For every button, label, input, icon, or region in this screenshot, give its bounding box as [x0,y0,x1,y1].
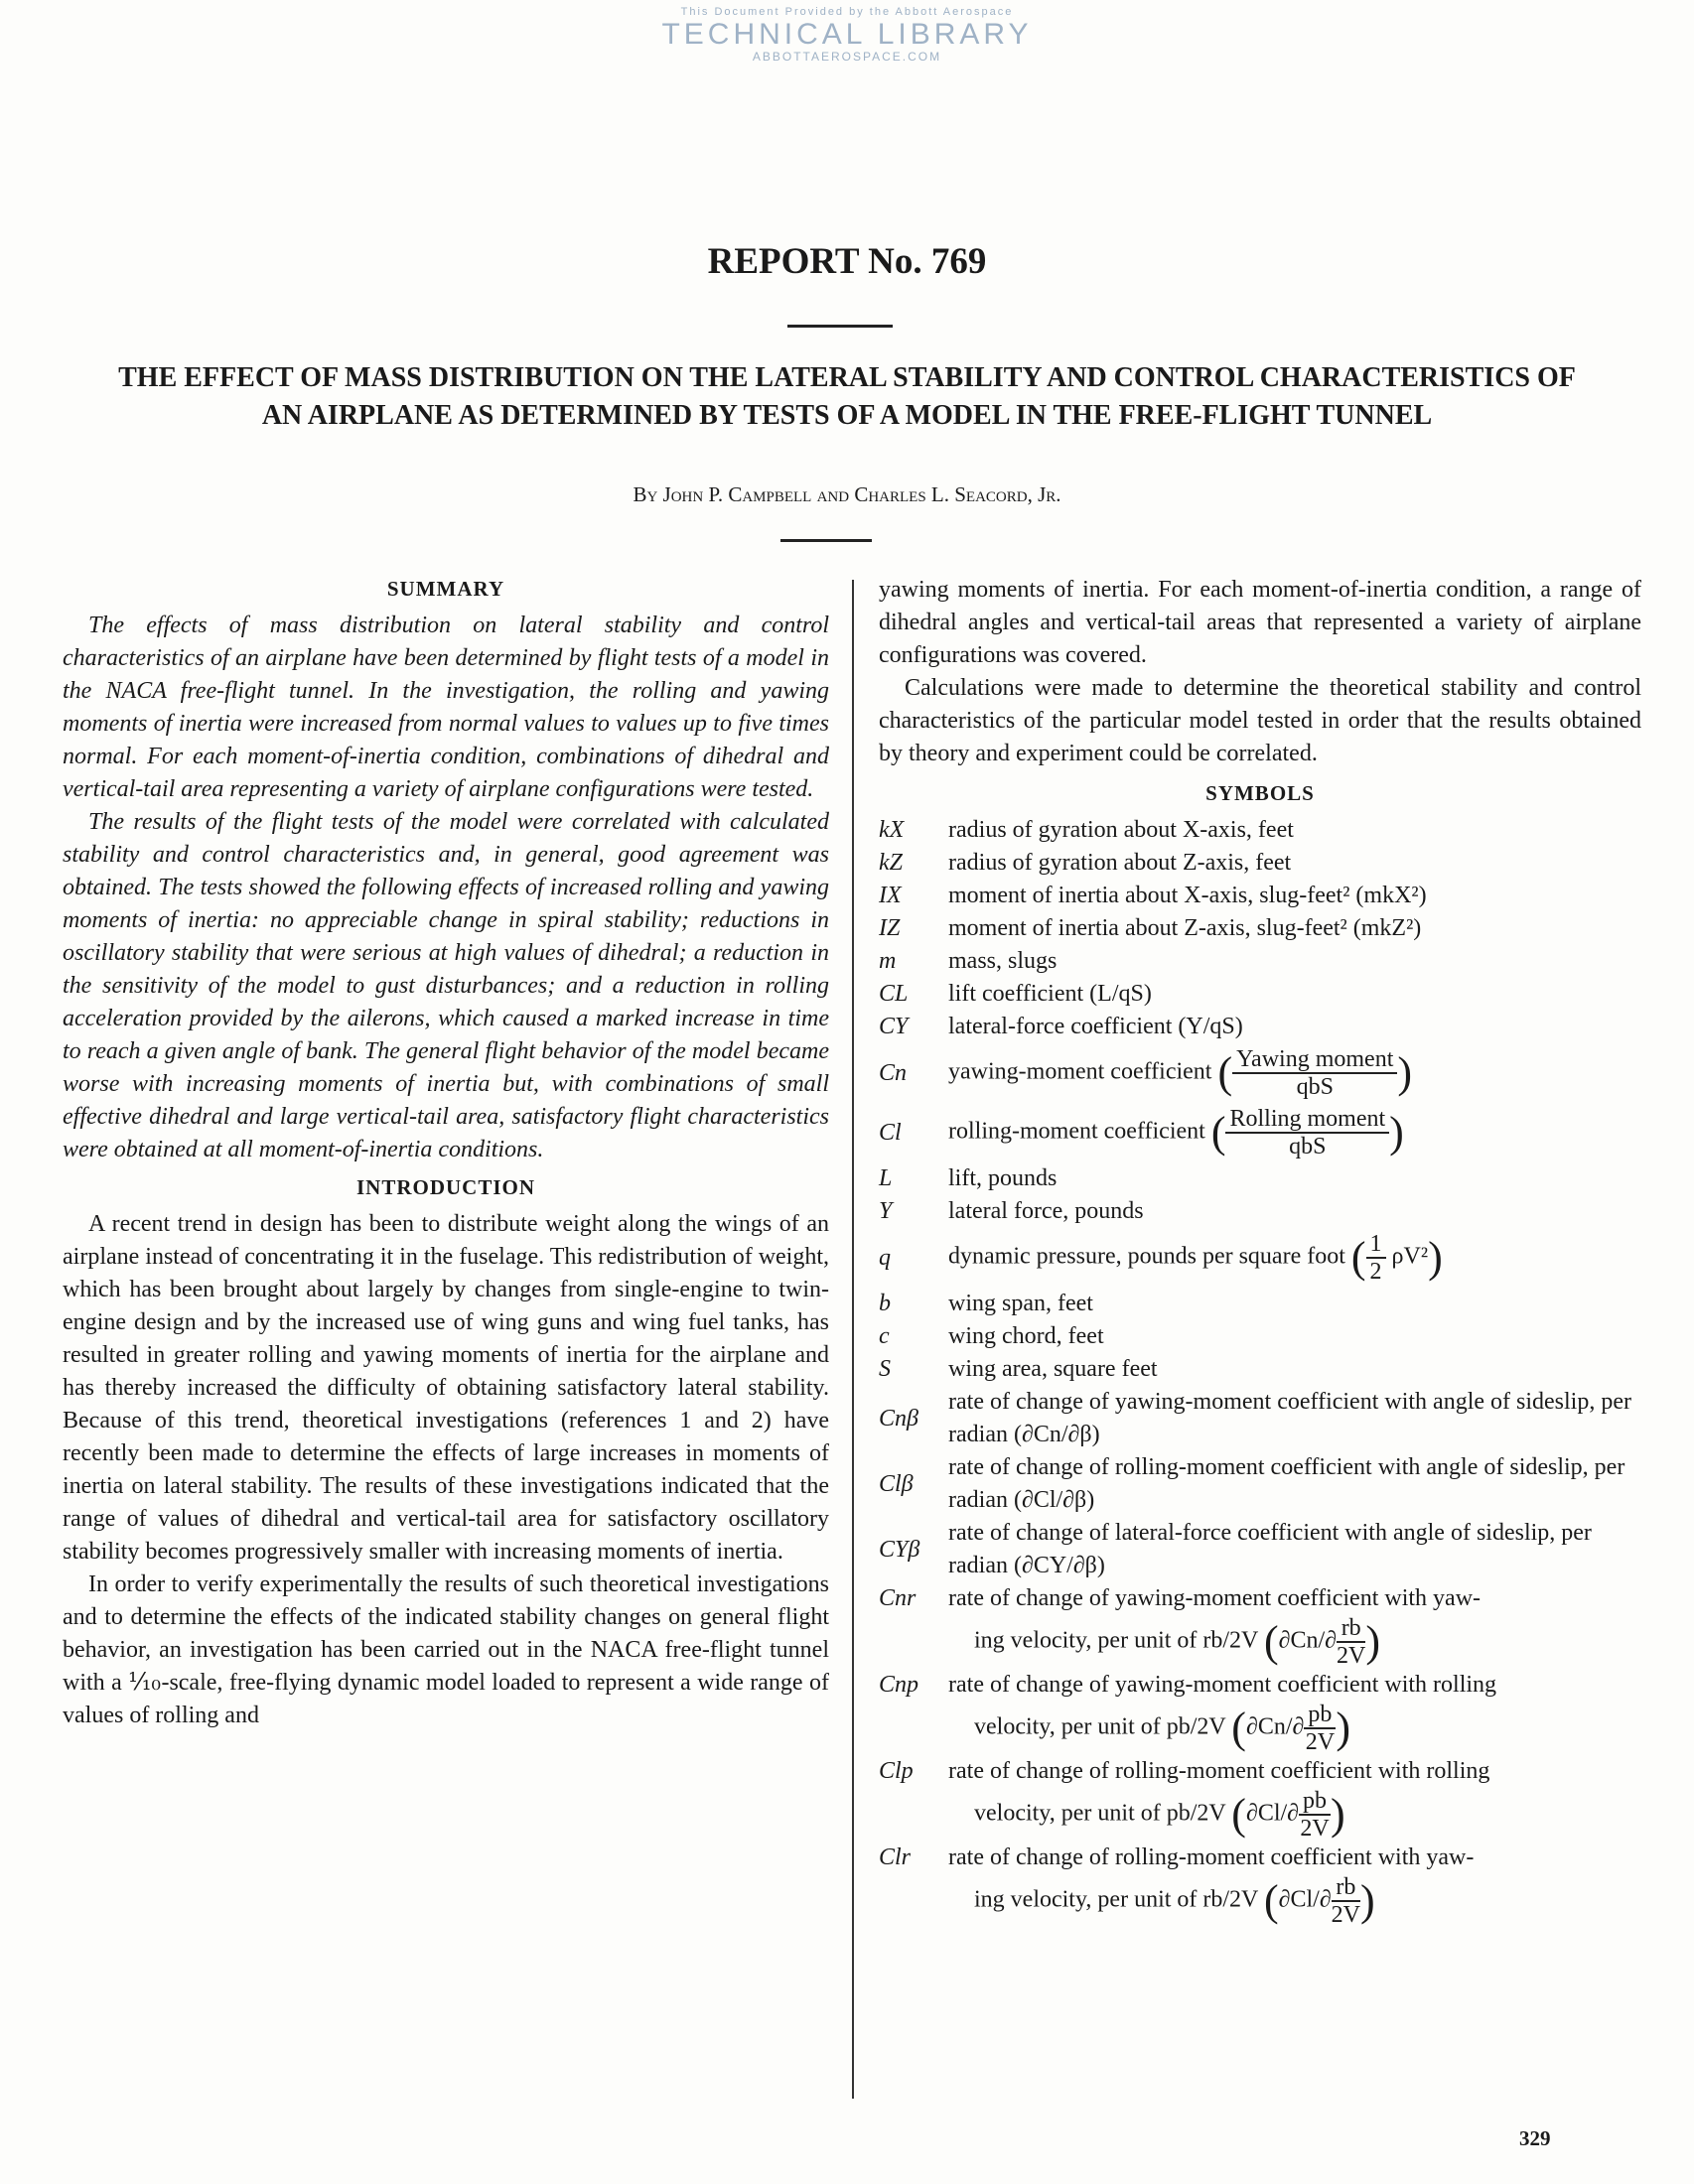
symbol-description [948,1582,1641,1669]
formula-tail: ρV² [1385,1243,1429,1270]
paren-open: ( [1231,1704,1246,1752]
watermark-top: This Document Provided by the Abbott Aerospace [680,6,1014,18]
symbol-description: radius of gyration about Z-axis, feet [948,850,1292,876]
symbol-row [879,978,1641,1011]
symbol-description: lift coefficient (L/qS) [948,981,1152,1007]
formula: ∂Cn/∂ [1245,1713,1305,1740]
symbol: IZ [879,915,901,941]
symbol-description: radius of gyration about X-axis, feet [948,817,1294,843]
symbols-list [879,814,1641,1928]
symbol-description: moment of inertia about X-axis, slug-feet² (mkX²) [948,883,1427,908]
intro-paragraph: A recent trend in design has been to distribute weight along the wings of an airplane instead of concentrating it in the fuselage. This redistribution of weight, which has been brought about largely by changes from single-engine to twin-engine design and by the increased use of wing guns and wing fuel tanks, has resulted in greater rolling and yawing moments of inertia for the airplane and has thereby increased the difficulty of obtaining satisfactory lateral stability. Because of this trend, theoretical investigations (references 1 and 2) have recently been made to determine the effects of large increases in moments of inertia on lateral stability. The results of these investigations indicated that the range of values of dihedral and vertical-tail area for satisfactory oscillatory stability becomes progressively smaller with increasing moments of inertia. [63,1211,830,1565]
symbols-heading: SYMBOLS [1205,781,1315,805]
symbol: CYβ [879,1536,920,1563]
symbol-row [879,1582,1641,1669]
symbol: Y [879,1198,893,1224]
symbol-description [948,1755,1641,1842]
intro-paragraph: Calculations were made to determine the theoretical stability and control characteristics of the particular model tested in order that the results obtained by theory and experiment could be correlated. [879,675,1641,766]
fraction [1299,1788,1331,1842]
description-text: rolling-moment coefficient [948,1118,1211,1145]
symbol-row [879,1195,1641,1228]
symbol-row [879,1103,1641,1162]
fraction [1332,1874,1360,1928]
symbol-row [879,945,1641,978]
description-line: rate of change of rolling-moment coefficient with yaw- [948,1844,1475,1870]
symbol-row [879,1842,1641,1928]
symbol-description: rate of change of lateral-force coefficient with angle of sideslip, per radian (∂CY/∂β) [948,1520,1592,1578]
symbol: kZ [879,850,903,876]
symbol-description [948,1231,1641,1285]
symbol-row [879,1386,1641,1451]
fraction [1337,1615,1365,1669]
symbol-row [879,814,1641,847]
divider [787,325,893,328]
paren-open: ( [1350,1233,1366,1282]
fraction [1366,1231,1386,1285]
fraction-denominator: 2V [1337,1643,1366,1669]
symbol-description: lateral force, pounds [948,1198,1144,1224]
paren-open: ( [1210,1108,1226,1157]
symbol-description: rate of change of rolling-moment coefficient with angle of sideslip, per radian (∂Cl/∂β) [948,1454,1625,1513]
symbol-row [879,1353,1641,1386]
symbol-row [879,1517,1641,1582]
fraction-numerator: Yawing moment [1232,1046,1397,1074]
symbol: q [879,1244,891,1271]
symbol: S [879,1356,891,1382]
description-line [948,1874,1641,1928]
symbol-description: lift, pounds [948,1165,1058,1191]
fraction-denominator: qbS [1296,1074,1334,1100]
watermark [0,6,1694,64]
paren-open: ( [1263,1617,1279,1666]
watermark-main: TECHNICAL LIBRARY [661,18,1033,51]
symbol: Cn [879,1059,908,1086]
column-divider [852,580,854,2099]
paren-close: ) [1360,1876,1375,1925]
paren-open: ( [1263,1876,1279,1925]
symbol-description: wing area, square feet [948,1356,1158,1382]
watermark-url: ABBOTTAEROSPACE.COM [752,50,942,64]
symbol-row [879,1011,1641,1043]
symbol-row [879,1755,1641,1842]
description-line: rate of change of rolling-moment coefficient with rolling [948,1758,1490,1784]
symbol: CY [879,1014,909,1039]
symbol: Cnr [879,1585,917,1611]
description-text: yawing-moment coefficient [948,1058,1218,1085]
formula: ∂Cn/∂ [1278,1627,1338,1654]
divider [780,539,872,542]
symbol: m [879,948,897,974]
paren-close: ) [1336,1704,1351,1752]
symbol: CL [879,981,909,1007]
fraction-denominator: 2V [1300,1816,1330,1842]
symbol-row [879,1669,1641,1755]
symbol-description: mass, slugs [948,948,1058,974]
summary-paragraph: The results of the flight tests of the model were correlated with calculated stability and control characteristics and, in general, good agreement was obtained. The tests showed the following effects of increased rolling and yawing moments of inertia: no appreciable change in spiral stability; reductions in oscillatory stability that were serious at high values of dihedral; a reduction in the sensitivity of the model to gust disturbances; and a reduction in rolling acceleration provided by the ailerons, which caused a marked increase in time to reach a given angle of bank. The general flight behavior of the model became worse with increasing moments of inertia but, with combinations of small effective dihedral and large vertical-tail area, satisfactory flight characteristics were obtained at all moment-of-inertia conditions. [63,809,829,1162]
symbol-row [879,912,1641,945]
symbol-row [879,1043,1641,1103]
fraction-numerator: rb [1332,1874,1360,1902]
fraction-denominator: qbS [1289,1134,1327,1160]
fraction-numerator: rb [1337,1615,1365,1643]
symbol-description: lateral-force coefficient (Y/qS) [948,1014,1243,1039]
fraction-numerator: pb [1304,1702,1336,1729]
description-line [948,1788,1641,1842]
paren-close: ) [1365,1617,1381,1666]
symbol-row [879,1288,1641,1320]
page-number: 329 [1519,2126,1551,2150]
symbol: kX [879,817,905,843]
symbol-row [879,880,1641,912]
symbol: Cl [879,1119,902,1146]
paren-open: ( [1217,1048,1233,1097]
paren-close: ) [1389,1108,1404,1157]
symbol-row [879,847,1641,880]
summary-heading: SUMMARY [386,577,505,601]
paren-open: ( [1231,1790,1246,1839]
paren-close: ) [1331,1790,1345,1839]
fraction-denominator: 2V [1305,1729,1336,1755]
symbol: Clr [879,1844,912,1870]
symbol-description [948,1842,1641,1928]
symbol-description: rate of change of yawing-moment coefficient with angle of sideslip, per radian (∂Cn/∂β) [948,1389,1631,1447]
symbol: b [879,1291,891,1316]
symbol: c [879,1323,890,1349]
paper-title: THE EFFECT OF MASS DISTRIBUTION ON THE LATERAL STABILITY AND CONTROL CHARACTERISTICS OF AN AIRPLANE AS DETERMINED BY TESTS OF A MODEL IN THE FREE-FLIGHT TUNNEL [118,362,1576,431]
intro-paragraph-continued: yawing moments of inertia. For each moment-of-inertia condition, a range of dihedral angles and vertical-tail areas that represented a variety of airplane configurations was covered. [879,577,1641,668]
fraction [1304,1702,1336,1755]
fraction [1225,1106,1389,1160]
introduction-heading: INTRODUCTION [355,1175,536,1199]
symbol-row [879,1451,1641,1517]
symbol-description: wing chord, feet [948,1323,1104,1349]
paren-close: ) [1428,1233,1443,1282]
symbol-row [879,1320,1641,1353]
fraction-numerator: 1 [1366,1231,1386,1259]
symbol-description [948,1106,1641,1160]
symbol-description [948,1046,1641,1100]
description-line [948,1615,1641,1669]
formula: ∂Cl/∂ [1245,1800,1300,1827]
description-text: ing velocity, per unit of rb/2V [974,1627,1264,1654]
symbol-description [948,1669,1641,1755]
symbol-description: moment of inertia about Z-axis, slug-feet² (mkZ²) [948,915,1422,941]
description-text: velocity, per unit of pb/2V [974,1713,1232,1740]
fraction-denominator: 2 [1369,1259,1382,1285]
intro-paragraph: In order to verify experimentally the results of such theoretical investigations and to determine the effects of the indicated stability changes on general flight behavior, an investigation has been carried out in the NACA free-flight tunnel with a ⅒-scale, free-flying dynamic model loaded to represent a wide range of values of rolling and [63,1571,829,1728]
symbol-description: wing span, feet [948,1291,1093,1316]
description-text: dynamic pressure, pounds per square foot [948,1243,1351,1270]
description-line [948,1702,1641,1755]
symbol: Cnp [879,1672,919,1698]
symbol: Clβ [879,1470,914,1497]
symbol-row [879,1162,1641,1195]
symbol: L [879,1165,893,1191]
description-line: rate of change of yawing-moment coefficient with rolling [948,1672,1497,1698]
symbol: IX [879,883,902,908]
paren-close: ) [1397,1048,1413,1097]
description-text: ing velocity, per unit of rb/2V [974,1886,1264,1913]
summary-paragraph: The effects of mass distribution on lateral stability and control characteristics of an airplane have been determined by flight tests of a model in the NACA free-flight tunnel. In the investigation, the rolling and yawing moments of inertia were increased from normal values to values up to five times normal. For each moment-of-inertia condition, combinations of dihedral and vertical-tail area representing a variety of airplane configurations were tested. [63,613,829,802]
fraction-numerator: Rolling moment [1225,1106,1389,1134]
description-text: velocity, per unit of pb/2V [974,1800,1232,1827]
fraction [1232,1046,1397,1100]
report-number: REPORT No. 769 [707,241,987,282]
byline: By John P. Campbell and Charles L. Seacord, Jr. [633,482,1061,506]
fraction-denominator: 2V [1331,1902,1361,1928]
formula: ∂Cl/∂ [1278,1886,1332,1913]
fraction-numerator: pb [1299,1788,1331,1816]
symbol: Clp [879,1758,914,1784]
symbol: Cnβ [879,1405,918,1432]
left-column [63,574,829,1732]
description-line: rate of change of yawing-moment coefficient with yaw- [948,1585,1482,1611]
symbol-row [879,1228,1641,1288]
right-column [879,574,1641,1928]
